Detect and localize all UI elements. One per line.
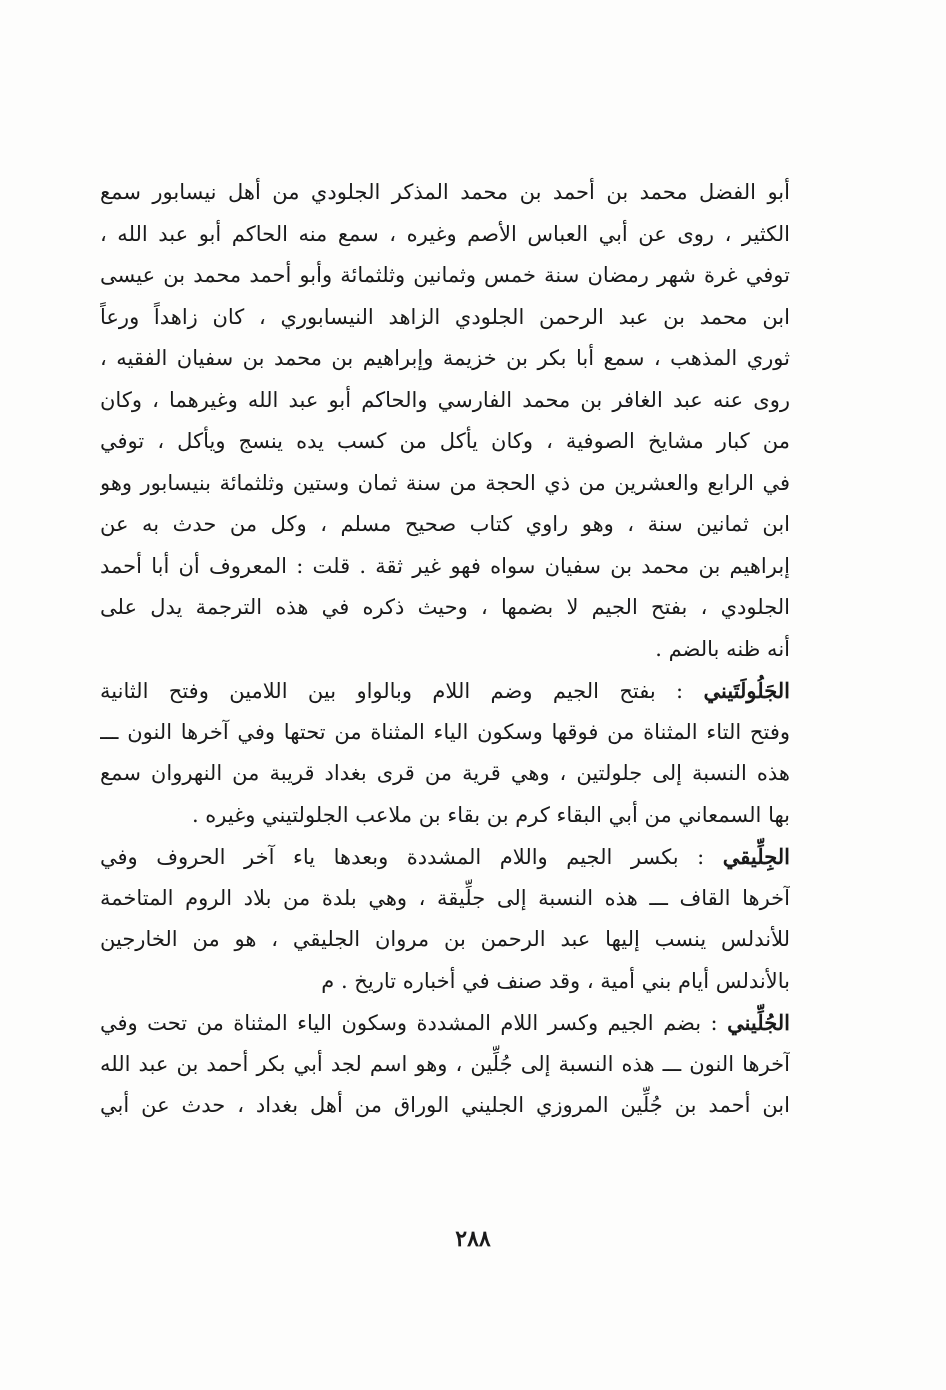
text-line: ابن محمد بن عبد الرحمن الجلودي الزاهد النيسابوري ، كان زاهداً ورعاً: [100, 304, 790, 329]
entry-first-line: [100, 836, 790, 878]
text-line: ابن ثمانين سنة ، وهو راوي كتاب صحيح مسلم ، وكل من حدث به عن: [100, 512, 790, 536]
text-line: في الرابع والعشرين من ذي الحجة من سنة ثمان وستين وثلثمائة بنيسابور وهو: [100, 470, 790, 495]
entry-text: : بضم الجيم وكسر اللام المشددة وسكون الياء المثناة من تحت وفي: [100, 1011, 728, 1035]
text-line: وفتح التاء المثناة من فوقها وسكون الياء المثناة من تحتها وفي آخرها النون ـــ: [100, 719, 790, 744]
text-line: آخرها النون ـــ هذه النسبة إلى جُلِّين ، وهو اسم لجد أبي بكر أحمد بن عبد الله: [100, 1051, 790, 1076]
text-line: للأندلس ينسب إليها عبد الرحمن بن مروان الجليقي ، هو من الخارجين: [100, 927, 790, 951]
page-body: [100, 172, 790, 1127]
text-line: ابن أحمد بن جُلِّين المروزي الجليني الوراق من أهل بغداد ، حدث عن أبي: [100, 1093, 790, 1117]
text-line: بالأندلس أيام بني أمية ، وقد صنف في أخباره تاريخ . م: [321, 968, 790, 993]
text-line: ثوري المذهب ، سمع أبا بكر بن خزيمة وإبراهيم بن محمد بن سفيان الفقيه ،: [100, 346, 790, 370]
text-line: أنه ظنه بالضم .: [655, 636, 790, 661]
entry-first-line: [100, 670, 790, 712]
text-line: أبو الفضل محمد بن أحمد بن محمد المذكر الجلودي من أهل نيسابور سمع: [100, 180, 790, 204]
entry-text: : بكسر الجيم واللام المشددة وبعدها ياء آخر الحروف وفي: [100, 845, 723, 869]
text-line: الكثير ، روى عن أبي العباس الأصم وغيره ، سمع منه الحاكم أبو عبد الله ،: [100, 221, 790, 246]
text-line: إبراهيم بن محمد بن سفيان سواه فهو غير ثقة . قلت : المعروف أن أبا أحمد: [100, 553, 790, 578]
text-line: روى عنه عبد الغافر بن محمد الفارسي والحاكم أبو عبد الله وغيرهما ، وكان: [100, 387, 790, 412]
entry-text: : بفتح الجيم وضم اللام وبالواو بين اللامين وفتح الثانية: [100, 679, 704, 703]
text-line: هذه النسبة إلى جلولتين ، وهي قرية من قرى بغداد قريبة من النهروان سمع: [100, 761, 790, 785]
text-line: آخرها القاف ـــ هذه النسبة إلى جلِّيقة ، وهي بلدة من بلاد الروم المتاخمة: [100, 885, 790, 910]
entry-headword: الجُلِّيني: [727, 1010, 790, 1035]
text-line: الجلودي ، بفتح الجيم لا بضمها ، وحيث ذكره في هذه الترجمة يدل على: [100, 595, 790, 619]
entry-headword: الجِلِّيقي: [722, 844, 790, 869]
text-line: توفي غرة شهر رمضان سنة خمس وثمانين وثلثمائة وأبو أحمد محمد بن عيسى: [100, 263, 790, 287]
text-line: بها السمعاني من أبي البقاء كرم بن بقاء بن ملاعب الجلولتيني وغيره .: [191, 802, 790, 827]
page-number: ٢٨٨: [455, 1226, 491, 1252]
entry-headword: الجَلُولَتَيني: [703, 678, 790, 703]
text-line: من كبار مشايخ الصوفية ، وكان يأكل من كسب يده ينسج ويأكل ، توفي: [100, 429, 790, 453]
entry-first-line: [100, 1002, 790, 1044]
